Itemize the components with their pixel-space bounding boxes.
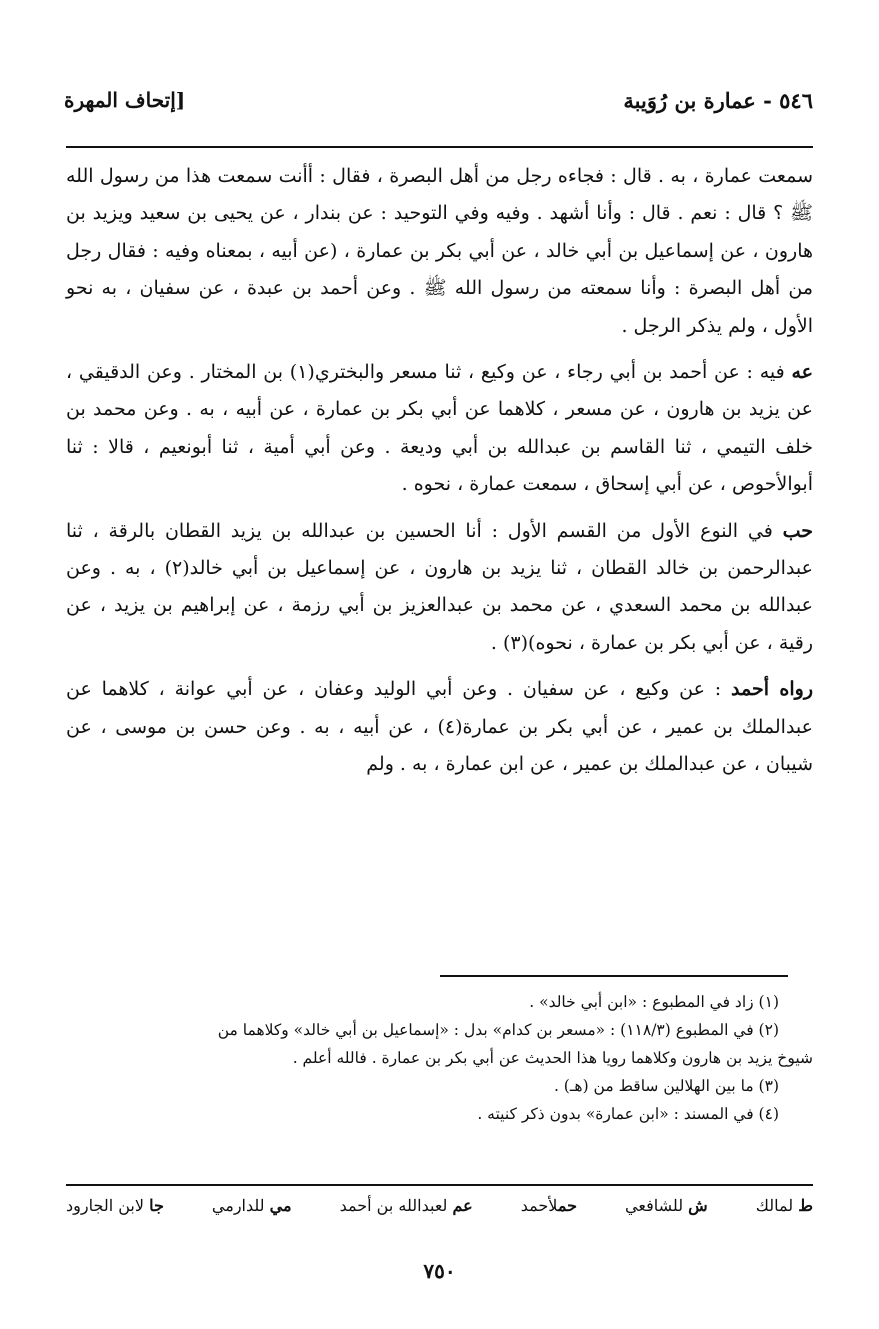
paragraph-lead: حب xyxy=(782,519,813,542)
footnote: (٢) في المطبوع (١١٨/٣) : «مسعر بن كدام» بدل : «إسماعيل بن أبي خالد» وكلاهما من xyxy=(217,1021,779,1039)
page-number: ٧٥٠ xyxy=(423,1259,456,1283)
sigla-key xyxy=(66,1196,813,1215)
paragraph-text: في النوع الأول من القسم الأول : أنا الحسين بن عبدالله بن يزيد القطان بالرقة ، ثنا عبدالرحمن بن خالد القطان ، ثنا يزيد بن هارون ، عن إسماعيل بن أبي خالد(٢) ، به . وعن عبدالله بن محمد السعدي ، عن محمد بن عبدالعزيز بن أبي رزمة ، عن إبراهيم بن يزيد ، عن رقية ، عن أبي بكر بن عمارة ، نحوه)(٣) . xyxy=(66,519,813,654)
paragraph-lead: عه xyxy=(791,361,813,384)
paragraph xyxy=(66,354,813,504)
paragraph-text: : عن وكيع ، عن سفيان . وعن أبي الوليد وعفان ، عن أبي عوانة ، كلاهما عن عبدالملك بن عمير ، عن أبي بكر بن عمارة(٤) ، عن أبيه ، به . وعن حسن بن موسى ، عن شيبان ، عن عبدالملك بن عمير ، عن ابن عمارة ، به . ولم xyxy=(66,678,813,776)
footnote-separator xyxy=(440,975,788,977)
paragraph xyxy=(66,671,813,783)
siglum: ش للشافعي xyxy=(625,1196,708,1215)
paragraph xyxy=(66,158,813,345)
main-text xyxy=(66,158,813,793)
footnotes xyxy=(66,988,813,1128)
footnote: (٣) ما بين الهلالين ساقط من (هـ) . xyxy=(553,1077,779,1095)
paragraph-text: فيه : عن أحمد بن أبي رجاء ، عن وكيع ، ثنا مسعر والبختري(١) بن المختار . وعن الدقيقي ، عن يزيد بن هارون ، عن مسعر ، كلاهما عن أبي بكر بن عمارة ، عن أبيه ، به . وعن محمد بن خلف التيمي ، ثنا القاسم بن عبدالله بن أبي وديعة . وعن أبي أمية ، ثنا أبونعيم ، قالا : ثنا أبوالأحوص ، عن أبي إسحاق ، سمعت عمارة ، نحوه . xyxy=(66,361,813,496)
footnote-continuation: شيوخ يزيد بن هارون وكلاهما رويا هذا الحديث عن أبي بكر بن عمارة . فالله أعلم . xyxy=(292,1049,813,1067)
sigla-rule xyxy=(66,1184,813,1186)
siglum: حملأحمد xyxy=(520,1196,577,1215)
siglum: جا لابن الجارود xyxy=(66,1196,164,1215)
header-rule xyxy=(66,146,813,148)
paragraph xyxy=(66,513,813,663)
siglum: ط لمالك xyxy=(755,1196,813,1215)
siglum: عم لعبدالله بن أحمد xyxy=(339,1196,473,1215)
running-header xyxy=(64,88,813,128)
paragraph-lead: رواه أحمد xyxy=(731,678,813,701)
siglum: مي للدارمي xyxy=(211,1196,292,1215)
footnote: (٤) في المسند : «ابن عمارة» بدون ذكر كنيته . xyxy=(477,1105,779,1123)
footnote: (١) زاد في المطبوع : «ابن أبي خالد» . xyxy=(529,993,779,1011)
paragraph-text: سمعت عمارة ، به . قال : فجاءه رجل من أهل البصرة ، فقال : أأنت سمعت هذا من رسول الله ﷺ ؟ قال : نعم . قال : وأنا أشهد . وفيه وفي التوحيد : عن بندار ، عن يحيى بن سعيد ويزيد بن هارون ، عن إسماعيل بن أبي خالد ، عن أبي بكر بن عمارة ، (عن أبيه ، بمعناه وفيه : فقال رجل من أهل البصرة : وأنا سمعته من رسول الله ﷺ . وعن أحمد بن عبدة ، عن سفيان ، به نحو الأول ، ولم يذكر الرجل . xyxy=(66,165,813,337)
header-entry-title: ٥٤٦ - عمارة بن رُوَيبة xyxy=(623,88,813,113)
header-book-title: [إتحاف المهرة xyxy=(64,88,186,112)
